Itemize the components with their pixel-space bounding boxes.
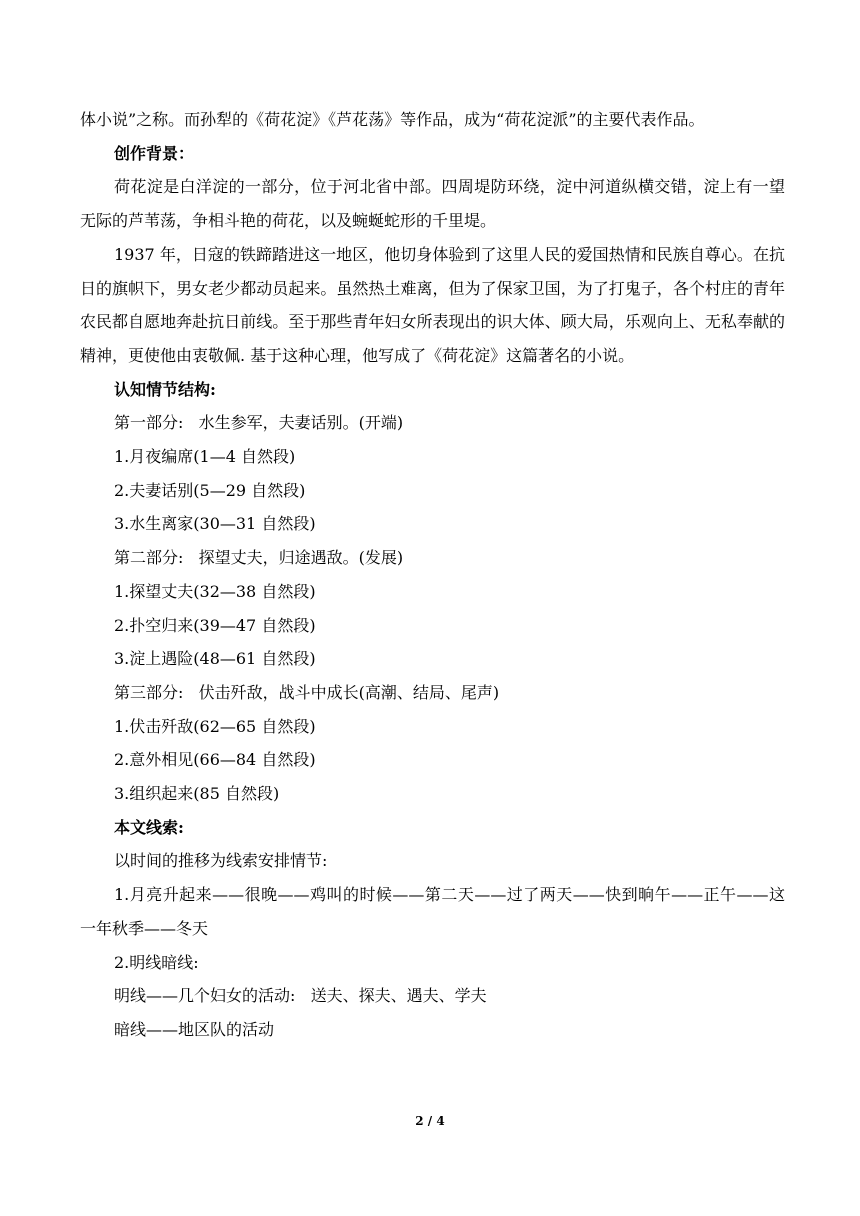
part2-item: 3.淀上遇险(48—61 自然段) [114, 649, 316, 669]
background-paragraph-2: 1937 年，日寇的铁蹄踏进这一地区，他切身体验到了这里人民的爱国热情和民族自尊心。在抗日的旗帜下，男女老少都动员起来。虽然热土难离，但为了保家卫国，为了打鬼子，各个村庄的青年农民都自愿地奔赴抗日前线。至于那些青年妇女所表现出的识大体、顾大局，乐观向上、无私奉献的精神，更使他由衷敬佩. 基于这种心理，他写成了《荷花淀》这篇著名的小说。 [80, 244, 785, 365]
part2-title: 第二部分: 探望丈夫，归途遇敌。(发展) [114, 548, 404, 568]
clue-intro: 以时间的推移为线索安排情节: [114, 851, 328, 871]
part1-item: 3.水生离家(30—31 自然段) [114, 514, 316, 534]
part3-item: 1.伏击歼敌(62—65 自然段) [114, 716, 316, 736]
part3-item: 2.意外相见(66—84 自然段) [114, 750, 316, 770]
clue-heading: 本文线索: [114, 817, 184, 837]
part3-item: 3.组织起来(85 自然段) [114, 784, 280, 804]
part2-item: 2.扑空归来(39—47 自然段) [114, 615, 316, 635]
structure-heading: 认知情节结构: [114, 379, 216, 399]
page-number: 2 / 4 [415, 1114, 445, 1128]
background-paragraph-1: 荷花淀是白洋淀的一部分，位于河北省中部。四周堤防环绕，淀中河道纵横交错，淀上有一望无际的芦苇荡，争相斗艳的荷花，以及蜿蜒蛇形的千里堤。 [80, 177, 785, 231]
intro-tail-text: 体小说”之称。而孙犁的《荷花淀》《芦花荡》等作品，成为“荷花淀派”的主要代表作品。 [80, 110, 705, 129]
clue-timeline: 1.月亮升起来——很晚——鸡叫的时候——第二天——过了两天——快到晌午——正午——这一年秋季——冬天 [80, 885, 785, 938]
part1-item: 1.月夜编席(1—4 自然段) [114, 447, 296, 467]
part2-item: 1.探望丈夫(32—38 自然段) [114, 581, 316, 601]
part3-title: 第三部分: 伏击歼敌，战斗中成长(高潮、结局、尾声) [114, 682, 500, 702]
part1-title: 第一部分: 水生参军，夫妻话别。(开端) [114, 413, 404, 433]
part1-item: 2.夫妻话别(5—29 自然段) [114, 480, 306, 500]
clue-bright-dark-heading: 2.明线暗线: [114, 952, 199, 972]
clue-bright-line: 明线——几个妇女的活动: 送夫、探夫、遇夫、学夫 [114, 986, 487, 1006]
background-heading: 创作背景： [114, 143, 195, 163]
clue-dark-line: 暗线——地区队的活动 [114, 1019, 275, 1039]
document-body [80, 103, 785, 1047]
